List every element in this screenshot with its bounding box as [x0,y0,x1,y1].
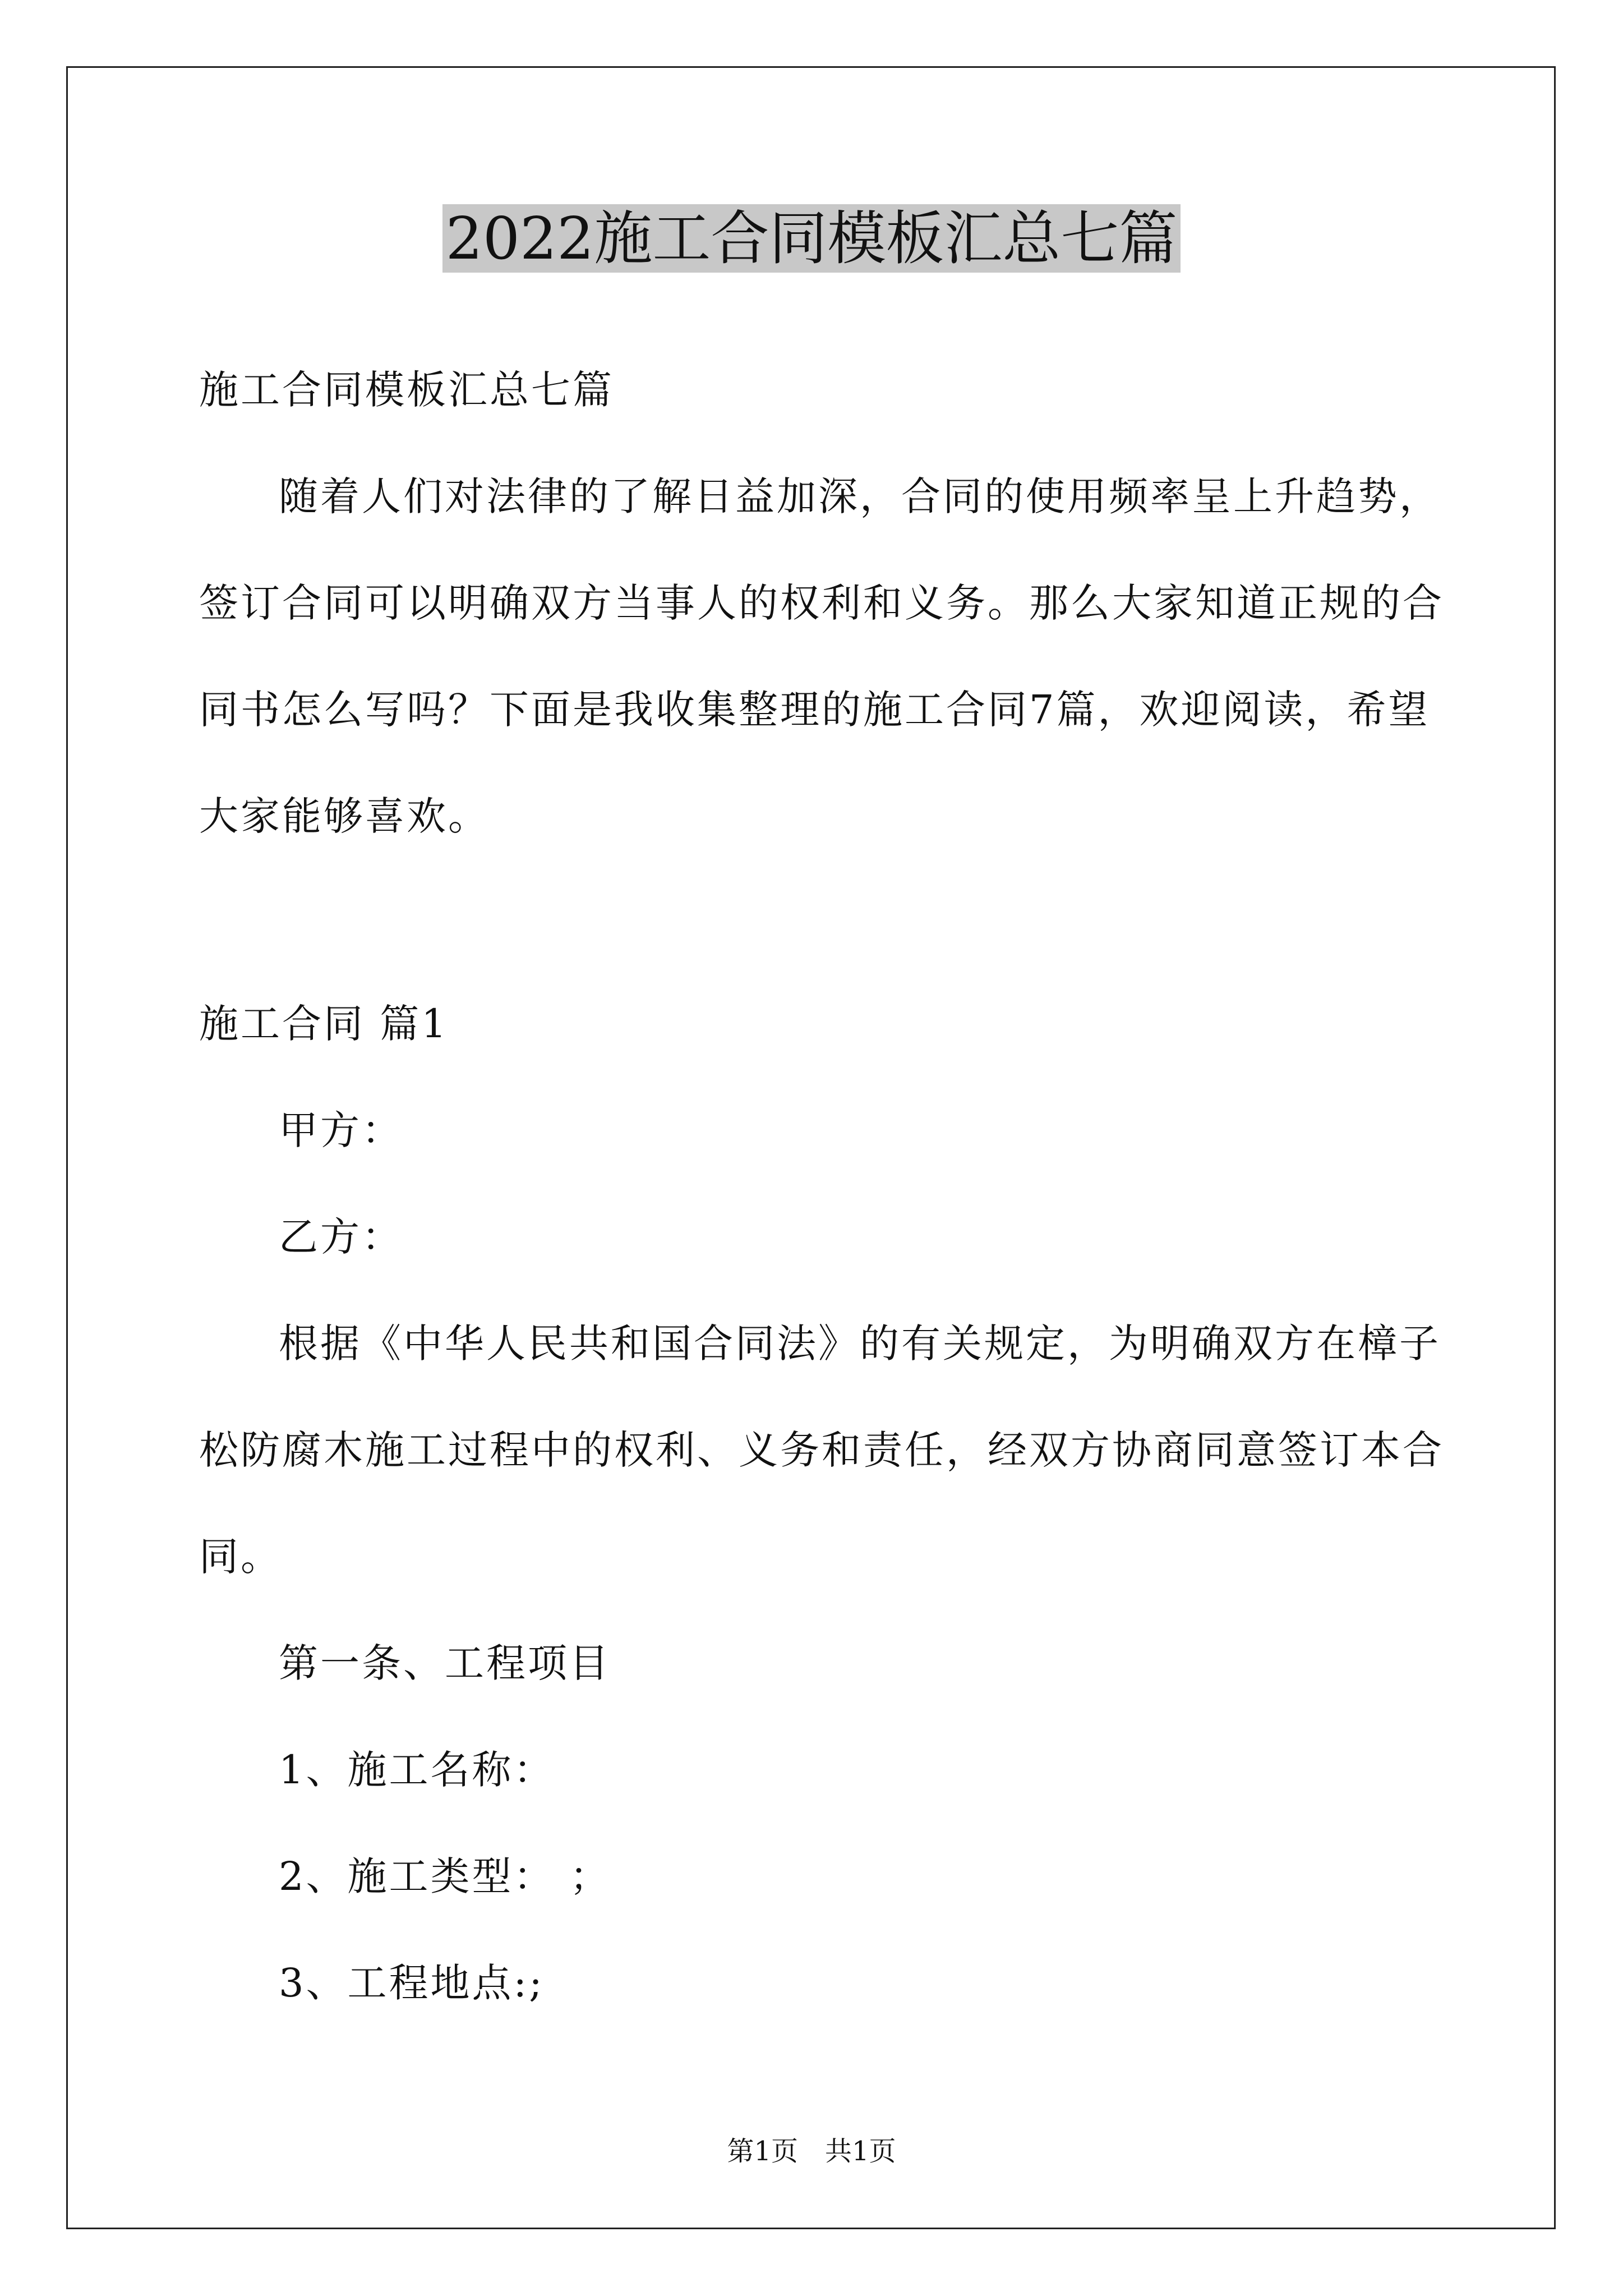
party-b-label: 乙方： [279,1214,403,1260]
page-footer [0,2132,1623,2171]
page-number-current: 第1页 [727,2136,798,2167]
document-title-text: 2022施工合同模板汇总七篇 [442,204,1181,273]
document-subtitle: 施工合同模板汇总七篇 [199,367,614,413]
intro-line-3: 同书怎么写吗？下面是我收集整理的施工合同7篇，欢迎阅读，希望 [199,687,1430,733]
document-title [0,199,1623,278]
basis-line-1: 根据《中华人民共和国合同法》的有关规定，为明确双方在樟子 [279,1320,1441,1366]
intro-line-1: 随着人们对法律的了解日益加深，合同的使用频率呈上升趋势， [279,473,1441,519]
item-construction-site: 3、工程地点:; [279,1960,545,2006]
intro-line-4: 大家能够喜欢。 [199,793,490,839]
basis-line-2: 松防腐木施工过程中的权利、义务和责任，经双方协商同意签订本合 [199,1427,1444,1473]
item-construction-type: 2、施工类型： ； [279,1853,611,1899]
page-number-total: 共1页 [825,2136,896,2167]
item-construction-name: 1、施工名称： [279,1747,555,1793]
intro-line-2: 签订合同可以明确双方当事人的权利和义务。那么大家知道正规的合 [199,580,1444,626]
party-a-label: 甲方： [279,1107,403,1153]
basis-line-3: 同。 [199,1534,282,1580]
section-heading: 施工合同 篇1 [199,1001,449,1047]
article-one-heading: 第一条、工程项目 [279,1640,611,1686]
